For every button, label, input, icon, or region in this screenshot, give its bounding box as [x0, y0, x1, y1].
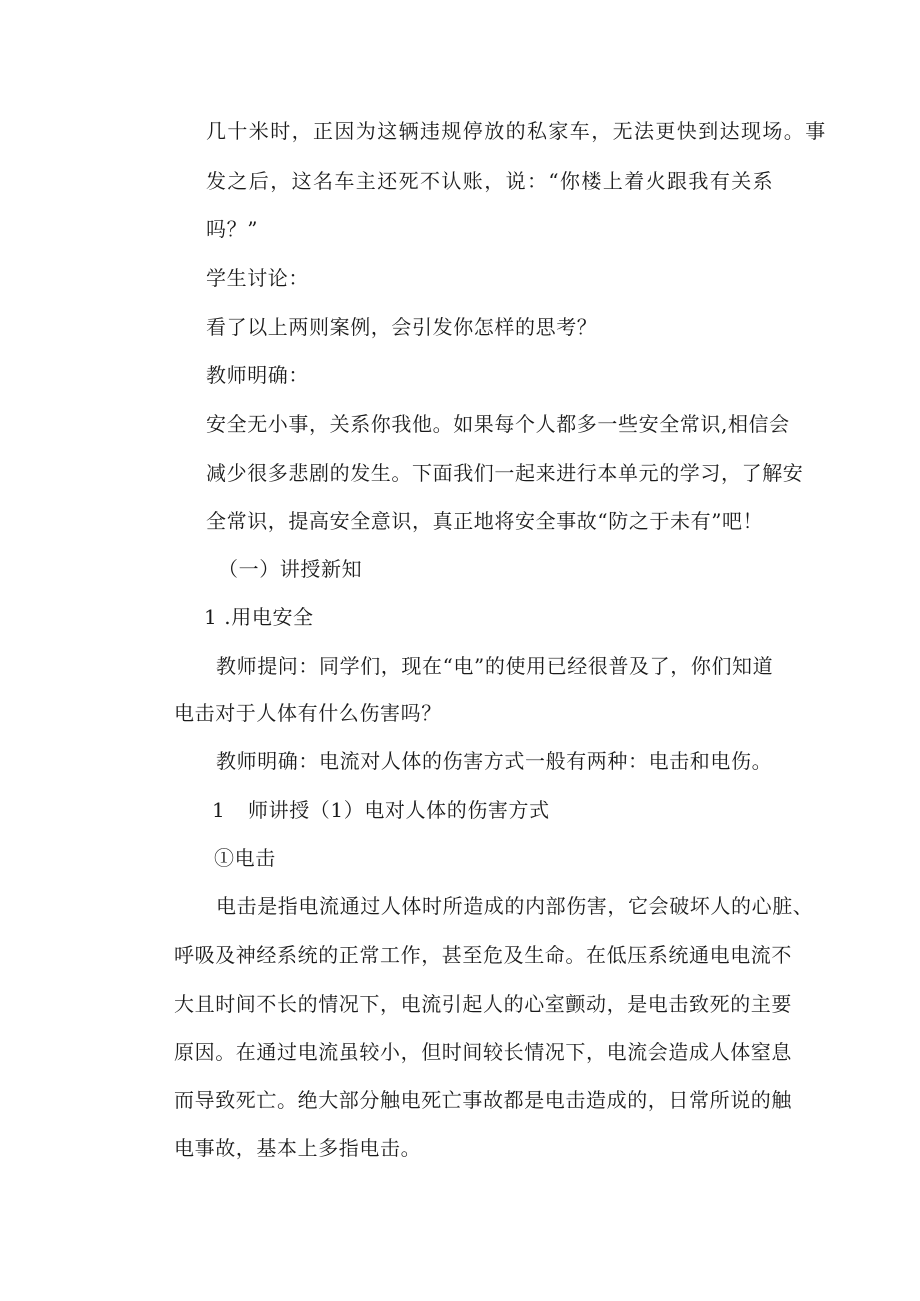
- electric-shock-line-1: 电击是指电流通过人体时所造成的内部伤害，它会破坏人的心脏、: [216, 894, 814, 918]
- lecture-heading-text: 师讲授（1）电对人体的伤害方式: [248, 798, 550, 822]
- teacher-question-line-1: 教师提问：同学们，现在“电”的使用已经很普及了，你们知道: [216, 654, 774, 678]
- teacher-clarify-line-1: 安全无小事，关系你我他。如果每个人都多一些安全常识,相信会: [206, 412, 790, 436]
- electric-shock-line-5: 而导致死亡。绝大部分触电死亡事故都是电击造成的，日常所说的触: [174, 1088, 792, 1112]
- case-paragraph-line-3: 吗？”: [206, 217, 259, 241]
- teacher-clarify-2: 教师明确：电流对人体的伤害方式一般有两种：电击和电伤。: [216, 749, 773, 773]
- subsection-heading: 1 .用电安全: [204, 605, 314, 629]
- teacher-clarify-label: 教师明确：: [206, 363, 309, 387]
- section-heading: （一）讲授新知: [218, 557, 363, 581]
- item-heading-electric-shock: ①电击: [214, 846, 276, 870]
- student-discussion-label: 学生讨论：: [206, 266, 309, 290]
- teacher-question-line-2: 电击对于人体有什么伤害吗？: [174, 701, 442, 725]
- electric-shock-line-6: 电事故，基本上多指电击。: [174, 1136, 422, 1160]
- case-paragraph-line-2: 发之后，这名车主还死不认账，说：“你楼上着火跟我有关系: [206, 169, 775, 193]
- electric-shock-line-2: 呼吸及神经系统的正常工作，甚至危及生命。在低压系统通电电流不: [174, 943, 792, 967]
- teacher-clarify-line-3: 全常识，提高安全意识，真正地将安全事故“防之于未有”吧！: [206, 509, 764, 533]
- teacher-clarify-line-2: 减少很多悲剧的发生。下面我们一起来进行本单元的学习，了解安: [206, 461, 804, 485]
- electric-shock-line-3: 大且时间不长的情况下，电流引起人的心室颤动，是电击致死的主要: [174, 992, 792, 1016]
- student-discussion-question: 看了以上两则案例，会引发你怎样的思考？: [206, 315, 598, 339]
- electric-shock-line-4: 原因。在通过电流虽较小，但时间较长情况下，电流会造成人体窒息: [174, 1040, 792, 1064]
- lecture-heading-number: 1: [212, 798, 226, 822]
- case-paragraph-line-1: 几十米时，正因为这辆违规停放的私家车，无法更快到达现场。事: [206, 119, 827, 143]
